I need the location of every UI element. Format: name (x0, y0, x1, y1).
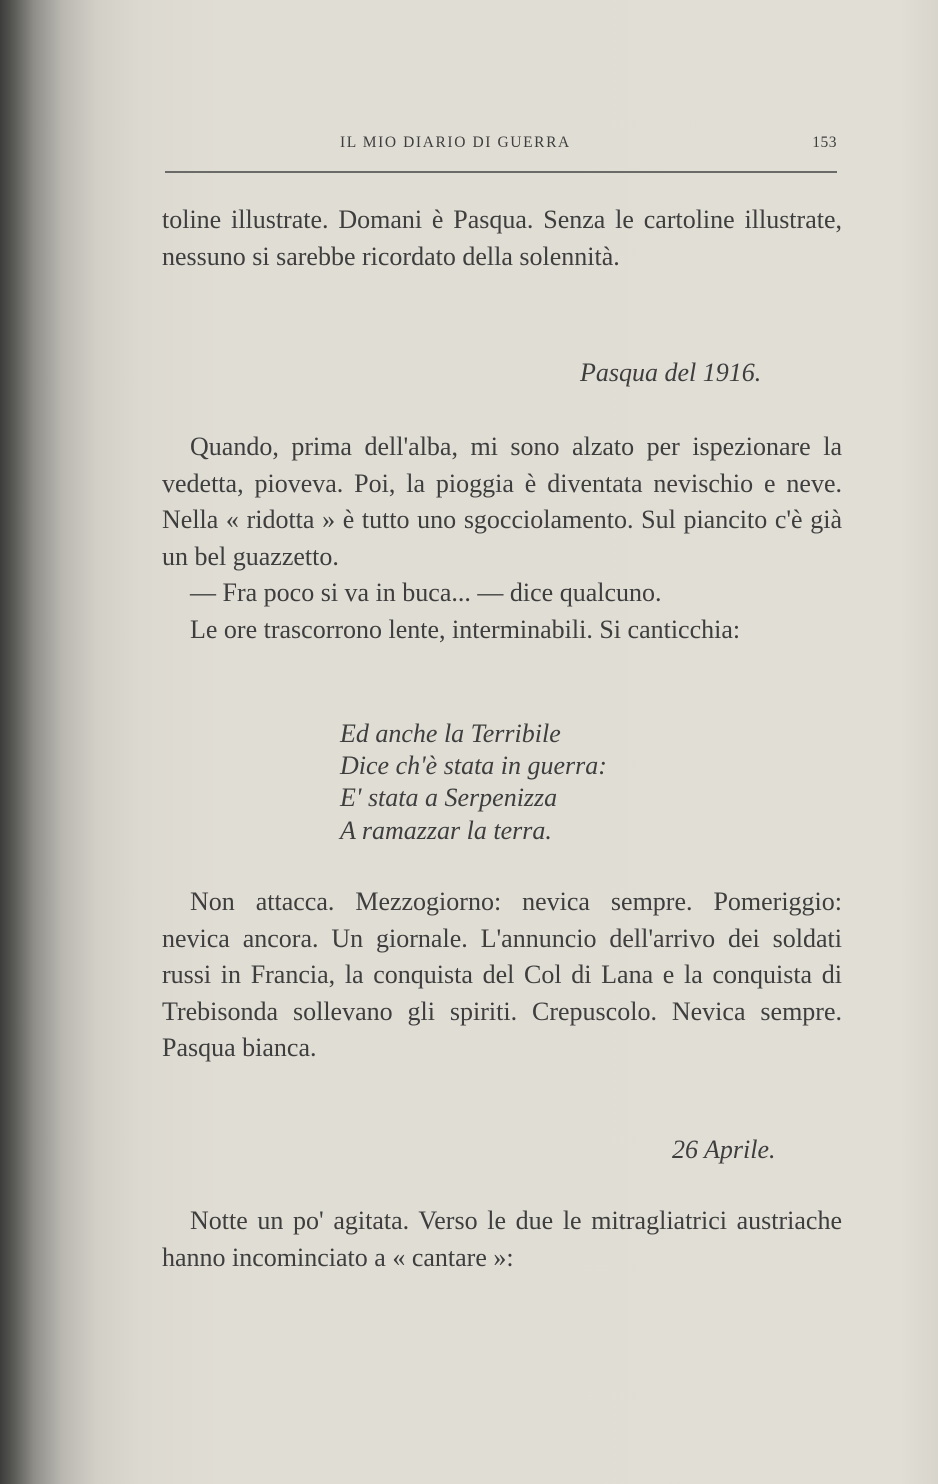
paragraph-alba: Quando, prima dell'alba, mi sono alzato per ispezionare la vedetta, pioveva. Poi, la pioggia è diventata nevischio e neve. Nella « ridotta » è tutto uno sgocciolamento. Sul piancito c'è già un bel guazzetto. — Fra poco si va in buca... — dice qualcuno. Le ore trascorrono lente, interminabili. Si canticchia: (162, 429, 842, 649)
header-rule (165, 171, 837, 173)
verse-line: Dice ch'è stata in guerra: (340, 751, 607, 781)
song-verse (340, 718, 607, 847)
verse-line: E' stata a Serpenizza (340, 783, 558, 813)
paragraph-cartoline: toline illustrate. Domani è Pasqua. Senza le cartoline illustrate, nessuno si sarebbe ricordato della solennità. (162, 205, 842, 271)
paragraph-non-attacca: Non attacca. Mezzogiorno: nevica sempre. Pomeriggio: nevica ancora. Un giornale. L'annuncio dell'arrivo dei soldati russi in Francia, la conquista del Col di Lana e la conquista di Trebisonda sollevano gli spiriti. Crepuscolo. Nevica sempre. Pasqua bianca. (162, 887, 842, 1063)
paragraph-notte: Notte un po' agitata. Verso le due le mitragliatrici austriache hanno incominciato a « cantare »: (162, 1206, 842, 1272)
page-header (165, 134, 837, 158)
date-heading-pasqua: Pasqua del 1916. (580, 358, 762, 387)
date-heading-aprile: 26 Aprile. (672, 1135, 776, 1164)
paragraph-dialogue: — Fra poco si va in buca... — dice qualcuno. (190, 578, 662, 608)
paragraph-ore: Le ore trascorrono lente, interminabili. Si canticchia: (190, 614, 741, 644)
running-title: IL MIO DIARIO DI GUERRA (340, 134, 571, 151)
verse-line: Ed anche la Terribile (340, 719, 561, 748)
page-number: 153 (812, 134, 837, 151)
verse-line: A ramazzar la terra. (340, 815, 552, 845)
